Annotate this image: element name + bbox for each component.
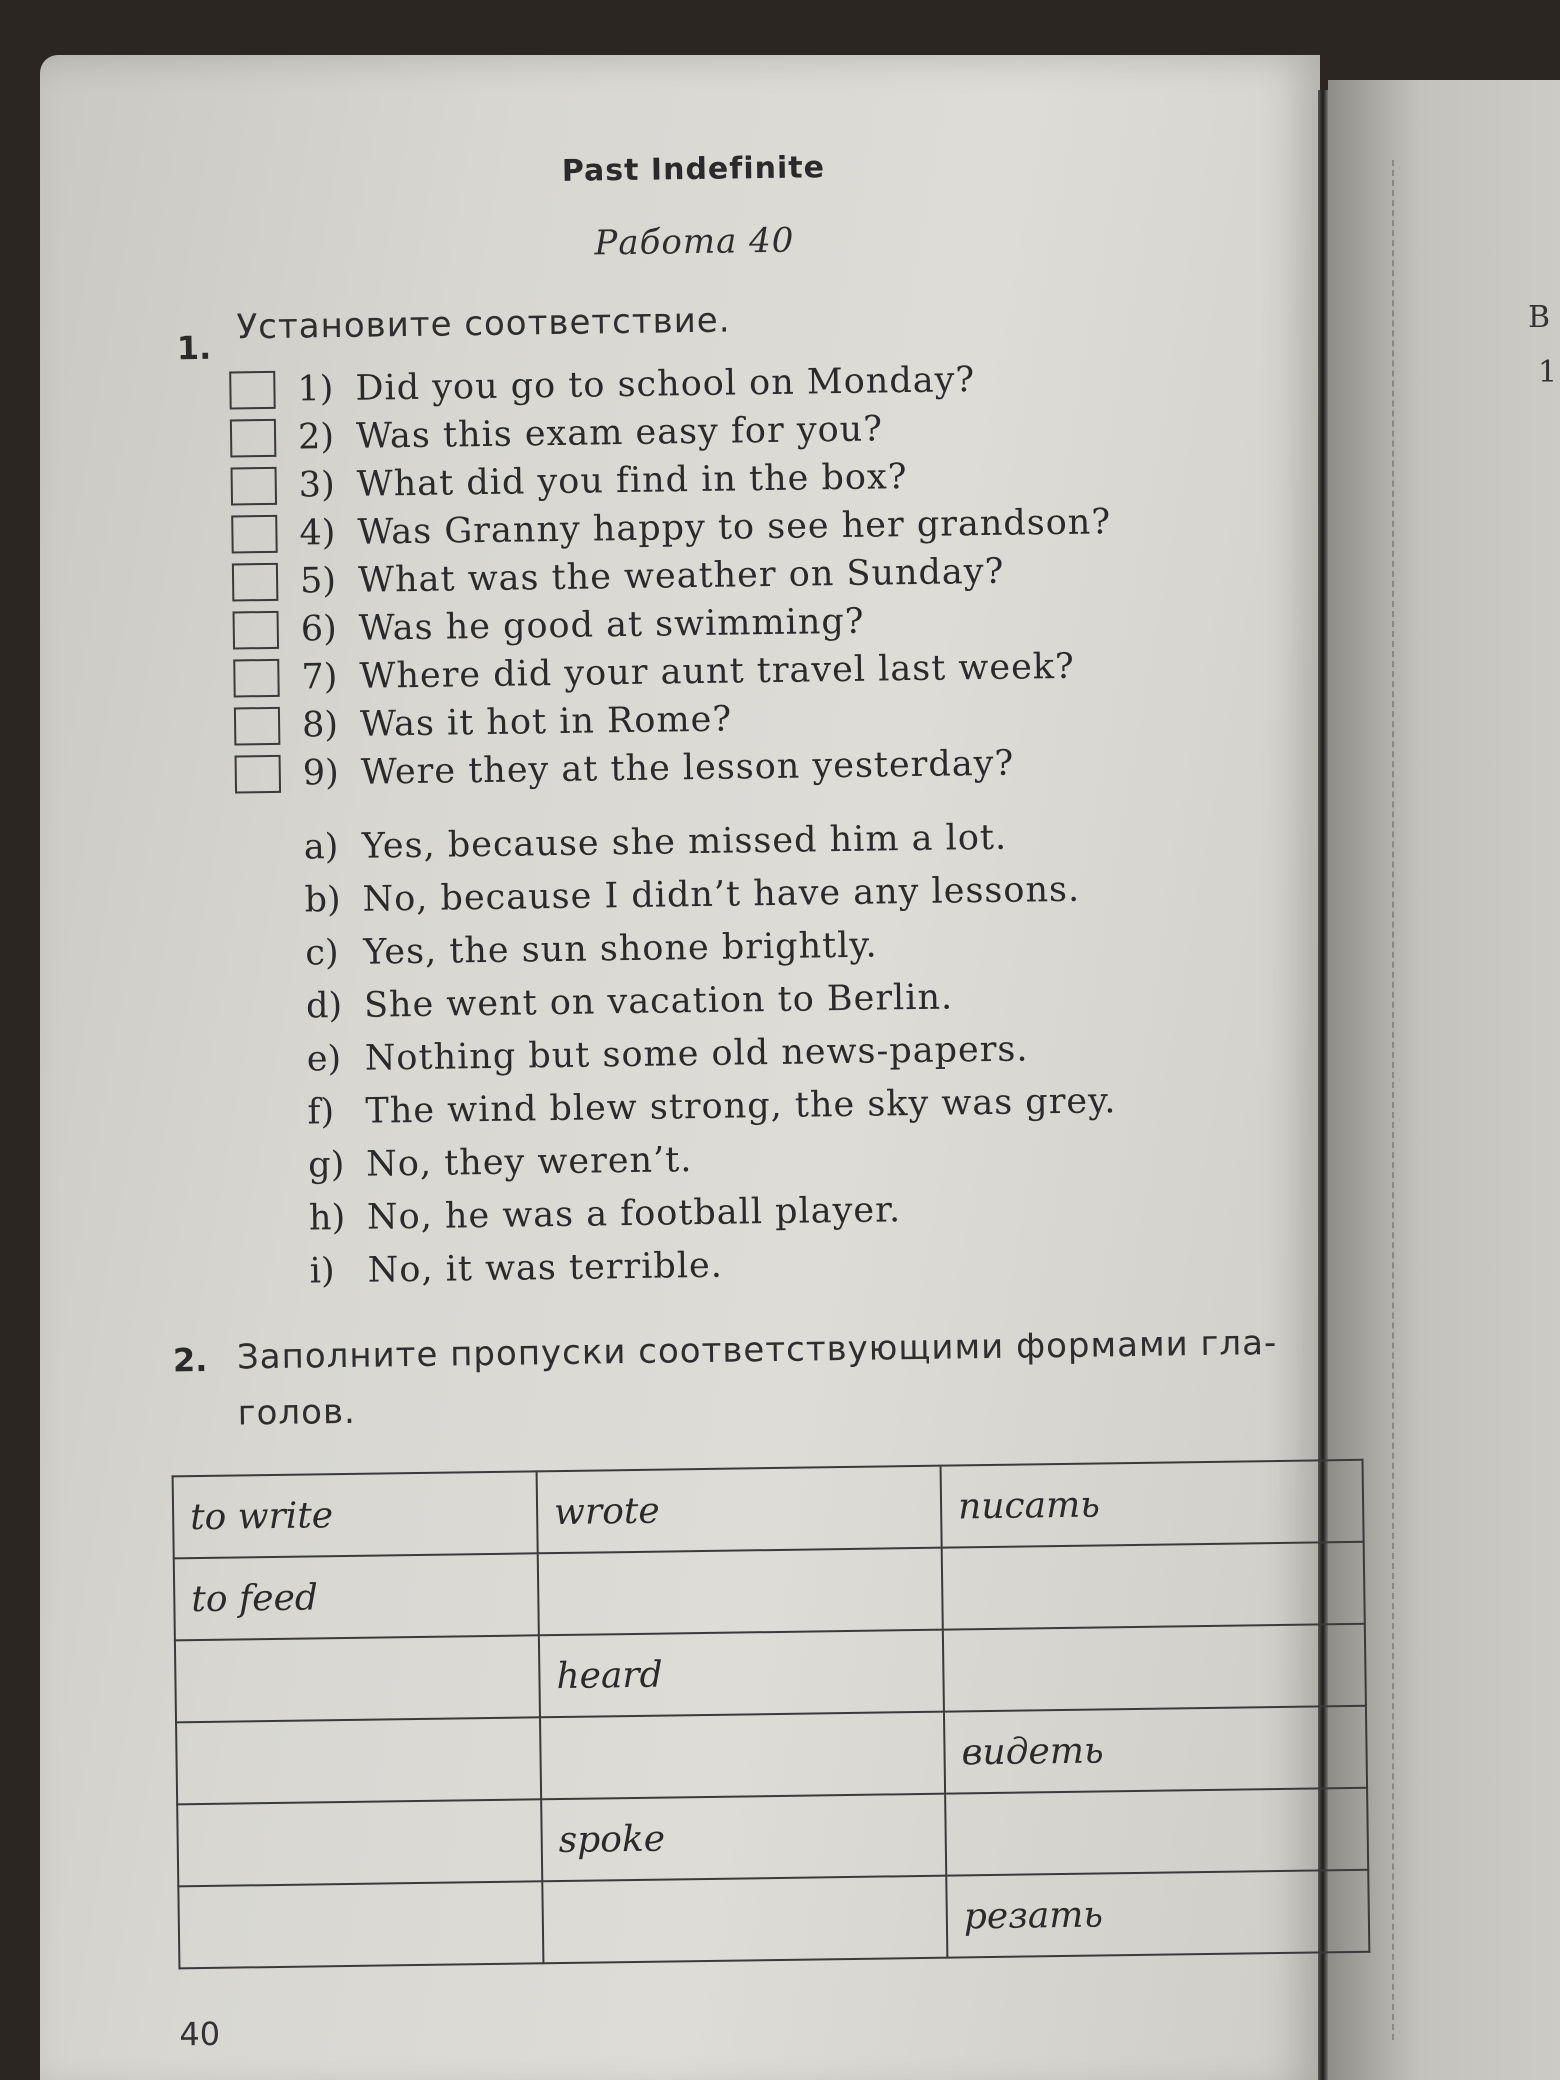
answer-text: The wind blew strong, the sky was grey. [365,1080,1117,1132]
question-number: 7) [301,657,338,698]
page-subtitle: Работа 40 [594,220,795,264]
question-text: What was the weather on Sunday? [357,551,1005,601]
question-number: 5) [299,561,337,602]
infinitive-cell[interactable]: to feed [174,1553,539,1640]
task-1-instruction: Установите соответствие. [236,300,731,348]
task-2-instruction-line-2: голов. [237,1391,357,1434]
answer-text: No, they weren’t. [365,1139,693,1185]
answer-text: She went on vacation to Berlin. [363,976,954,1026]
past-form-cell[interactable] [538,1548,943,1636]
answer-text: No, because I didn’t have any lessons. [362,869,1081,920]
infinitive-cell[interactable] [175,1635,540,1722]
infinitive-cell[interactable]: to write [173,1471,538,1558]
answer-letter: a) [303,826,339,868]
task-2-instruction-line-1: Заполните пропуски соответствующими формами гла- [236,1322,1278,1378]
answer-text: Nothing but some old news-papers. [364,1028,1029,1079]
question-number: 8) [301,705,339,746]
past-form-cell[interactable]: spoke [541,1794,946,1882]
question-text: What did you find in the box? [356,457,908,505]
answer-letter: i) [309,1250,335,1291]
translation-cell[interactable]: писать [941,1460,1364,1548]
answer-letter: d) [305,985,343,1026]
answer-text: No, it was terrible. [367,1245,724,1291]
answer-box[interactable] [231,515,278,554]
answer-item [309,1233,1119,1297]
past-form-cell[interactable] [542,1876,947,1964]
question-number: 9) [302,753,340,794]
answer-letter: b) [304,879,341,921]
question-text: Was this exam easy for you? [355,409,884,457]
answer-letter: h) [308,1197,346,1238]
answer-box[interactable] [235,755,282,794]
answer-text: No, he was a football player. [366,1189,902,1238]
answer-text: Yes, the sun shone brightly. [363,925,878,973]
question-text: Was it hot in Rome? [359,699,733,745]
answer-letter: c) [305,932,339,974]
answer-letter: g) [307,1144,345,1185]
translation-cell[interactable] [942,1542,1365,1630]
table-row [178,1870,1369,1969]
answer-box[interactable] [230,419,277,458]
question-text: Did you go to school on Monday? [355,360,976,409]
question-number: 3) [298,465,335,506]
question-number: 2) [297,417,335,458]
infinitive-cell[interactable] [177,1799,542,1886]
answer-box[interactable] [233,659,280,698]
question-number: 1) [297,369,334,410]
answer-text: Yes, because she missed him a lot. [361,817,1008,867]
past-form-cell[interactable]: wrote [537,1466,942,1554]
answer-list [303,809,1118,1297]
translation-cell[interactable]: резать [946,1870,1369,1958]
answer-box[interactable] [233,611,280,650]
infinitive-cell[interactable] [178,1881,543,1968]
question-list [229,354,1115,798]
answer-letter: e) [306,1038,342,1079]
question-text: Were they at the lesson yesterday? [360,743,1015,793]
adjacent-page-fragment-1: В [1528,300,1551,335]
question-text: Where did your aunt travel last week? [359,646,1076,697]
page-title: Past Indefinite [561,150,826,189]
translation-cell[interactable]: видеть [944,1706,1367,1794]
answer-box[interactable] [234,707,281,746]
infinitive-cell[interactable] [176,1717,541,1804]
task-1-number: 1. [176,328,212,368]
adjacent-page-fragment-2: 1 [1538,355,1558,390]
past-form-cell[interactable] [540,1712,945,1800]
task-2-number: 2. [172,1340,208,1380]
translation-cell[interactable] [945,1788,1368,1876]
answer-box[interactable] [232,563,279,602]
page-number: 40 [179,2014,221,2054]
answer-box[interactable] [231,467,278,506]
answer-letter: f) [307,1091,335,1132]
answer-box[interactable] [229,371,276,410]
verb-forms-table [172,1459,1371,1970]
question-number: 6) [300,609,338,650]
past-form-cell[interactable]: heard [539,1630,944,1718]
translation-cell[interactable] [943,1624,1366,1712]
question-text: Was he good at swimming? [358,601,865,649]
question-number: 4) [299,513,336,554]
question-text: Was Granny happy to see her grandson? [357,502,1112,553]
